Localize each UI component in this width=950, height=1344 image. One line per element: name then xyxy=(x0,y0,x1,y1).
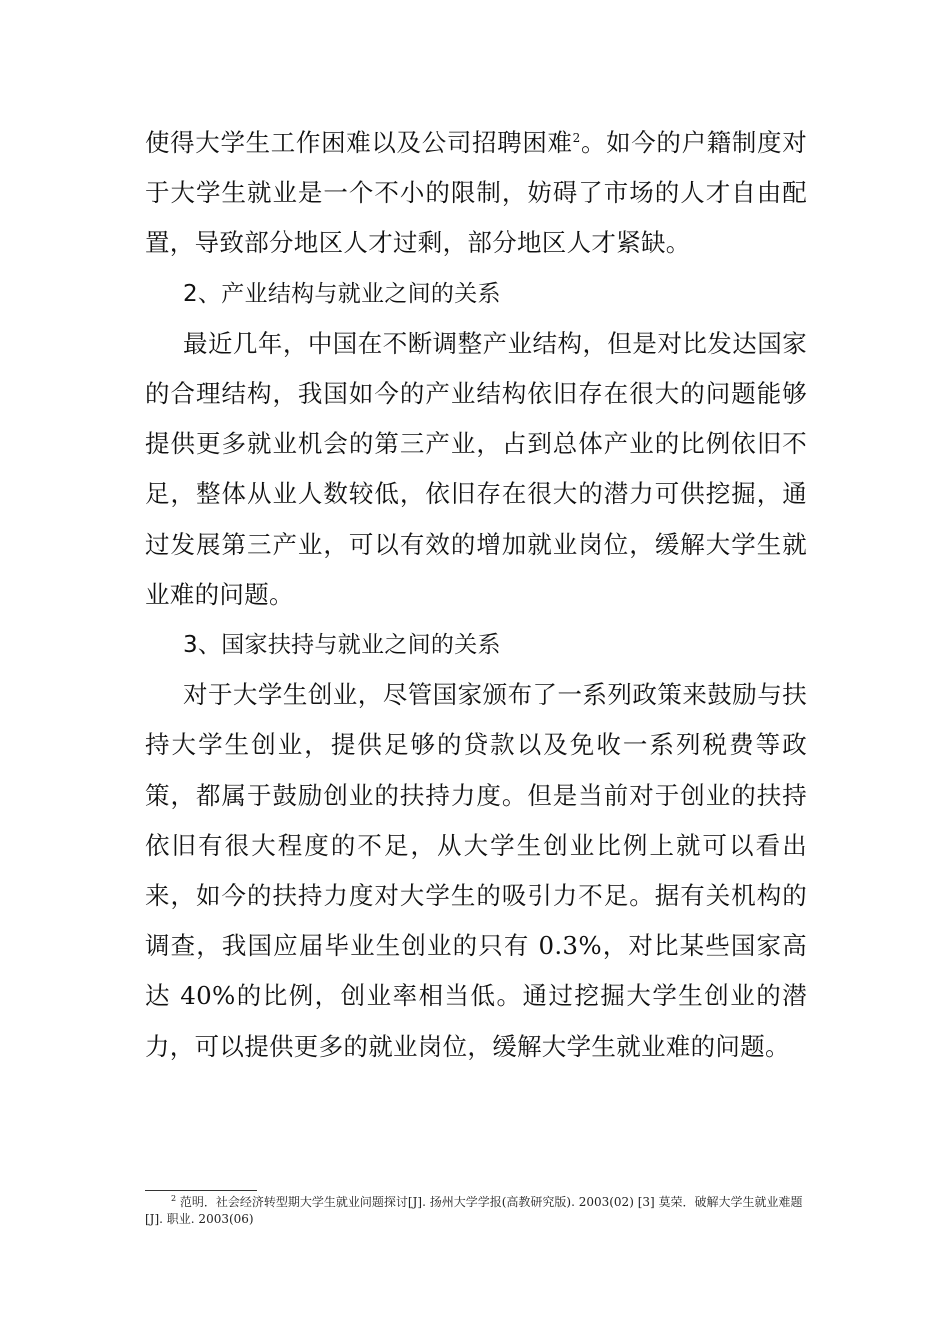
paragraph-industrial-structure: 最近几年，中国在不断调整产业结构，但是对比发达国家的合理结构，我国如今的产业结构依旧存在很大的问题能够提供更多就业机会的第三产业，占到总体产业的比例依旧不足，整体从业人数较低，依旧存在很大的潜力可供挖掘，通过发展第三产业，可以有效的增加就业岗位，缓解大学生就业难的问题。 xyxy=(145,328,807,609)
footnote-reference[interactable]: 2 xyxy=(572,130,581,145)
section-heading-industrial-structure: 2、产业结构与就业之间的关系 xyxy=(183,280,501,307)
paragraph-household-registration: 使得大学生工作困难以及公司招聘困难$^2$。如今的户籍制度对于大学生就业是一个不小的限制，妨碍了市场的人才自由配置，导致部分地区人才过剩，部分地区人才紧缺。 xyxy=(145,128,807,258)
footnote-marker: 2 xyxy=(171,1194,177,1203)
body-text xyxy=(145,118,807,1072)
section-heading-state-support: 3、国家扶持与就业之间的关系 xyxy=(183,632,501,659)
paragraph-state-support: 对于大学生创业，尽管国家颁布了一系列政策来鼓励与扶持大学生创业，提供足够的贷款以及免收一系列税费等政策，都属于鼓励创业的扶持力度。但是当前对于创业的扶持依旧有很大程度的不足，从大学生创业比例上就可以看出来，如今的扶持力度对大学生的吸引力不足。据有关机构的调查，我国应届毕业生创业的只有 0.3%，对比某些国家高达 40%的比例，创业率相当低。通过挖掘大学生创业的潜力，可以提供更多的就业岗位，缓解大学生就业难的问题。 xyxy=(145,680,807,1061)
footnote-text: $^2$ 范明．社会经济转型期大学生就业问题探讨[J]. 扬州大学学报(高教研究版). 2003(02) [3] 莫荣．破解大学生就业难题[J]. 职业. 2003(06) xyxy=(145,1194,803,1226)
footnote-separator xyxy=(145,1190,257,1191)
footnote xyxy=(145,1194,807,1228)
